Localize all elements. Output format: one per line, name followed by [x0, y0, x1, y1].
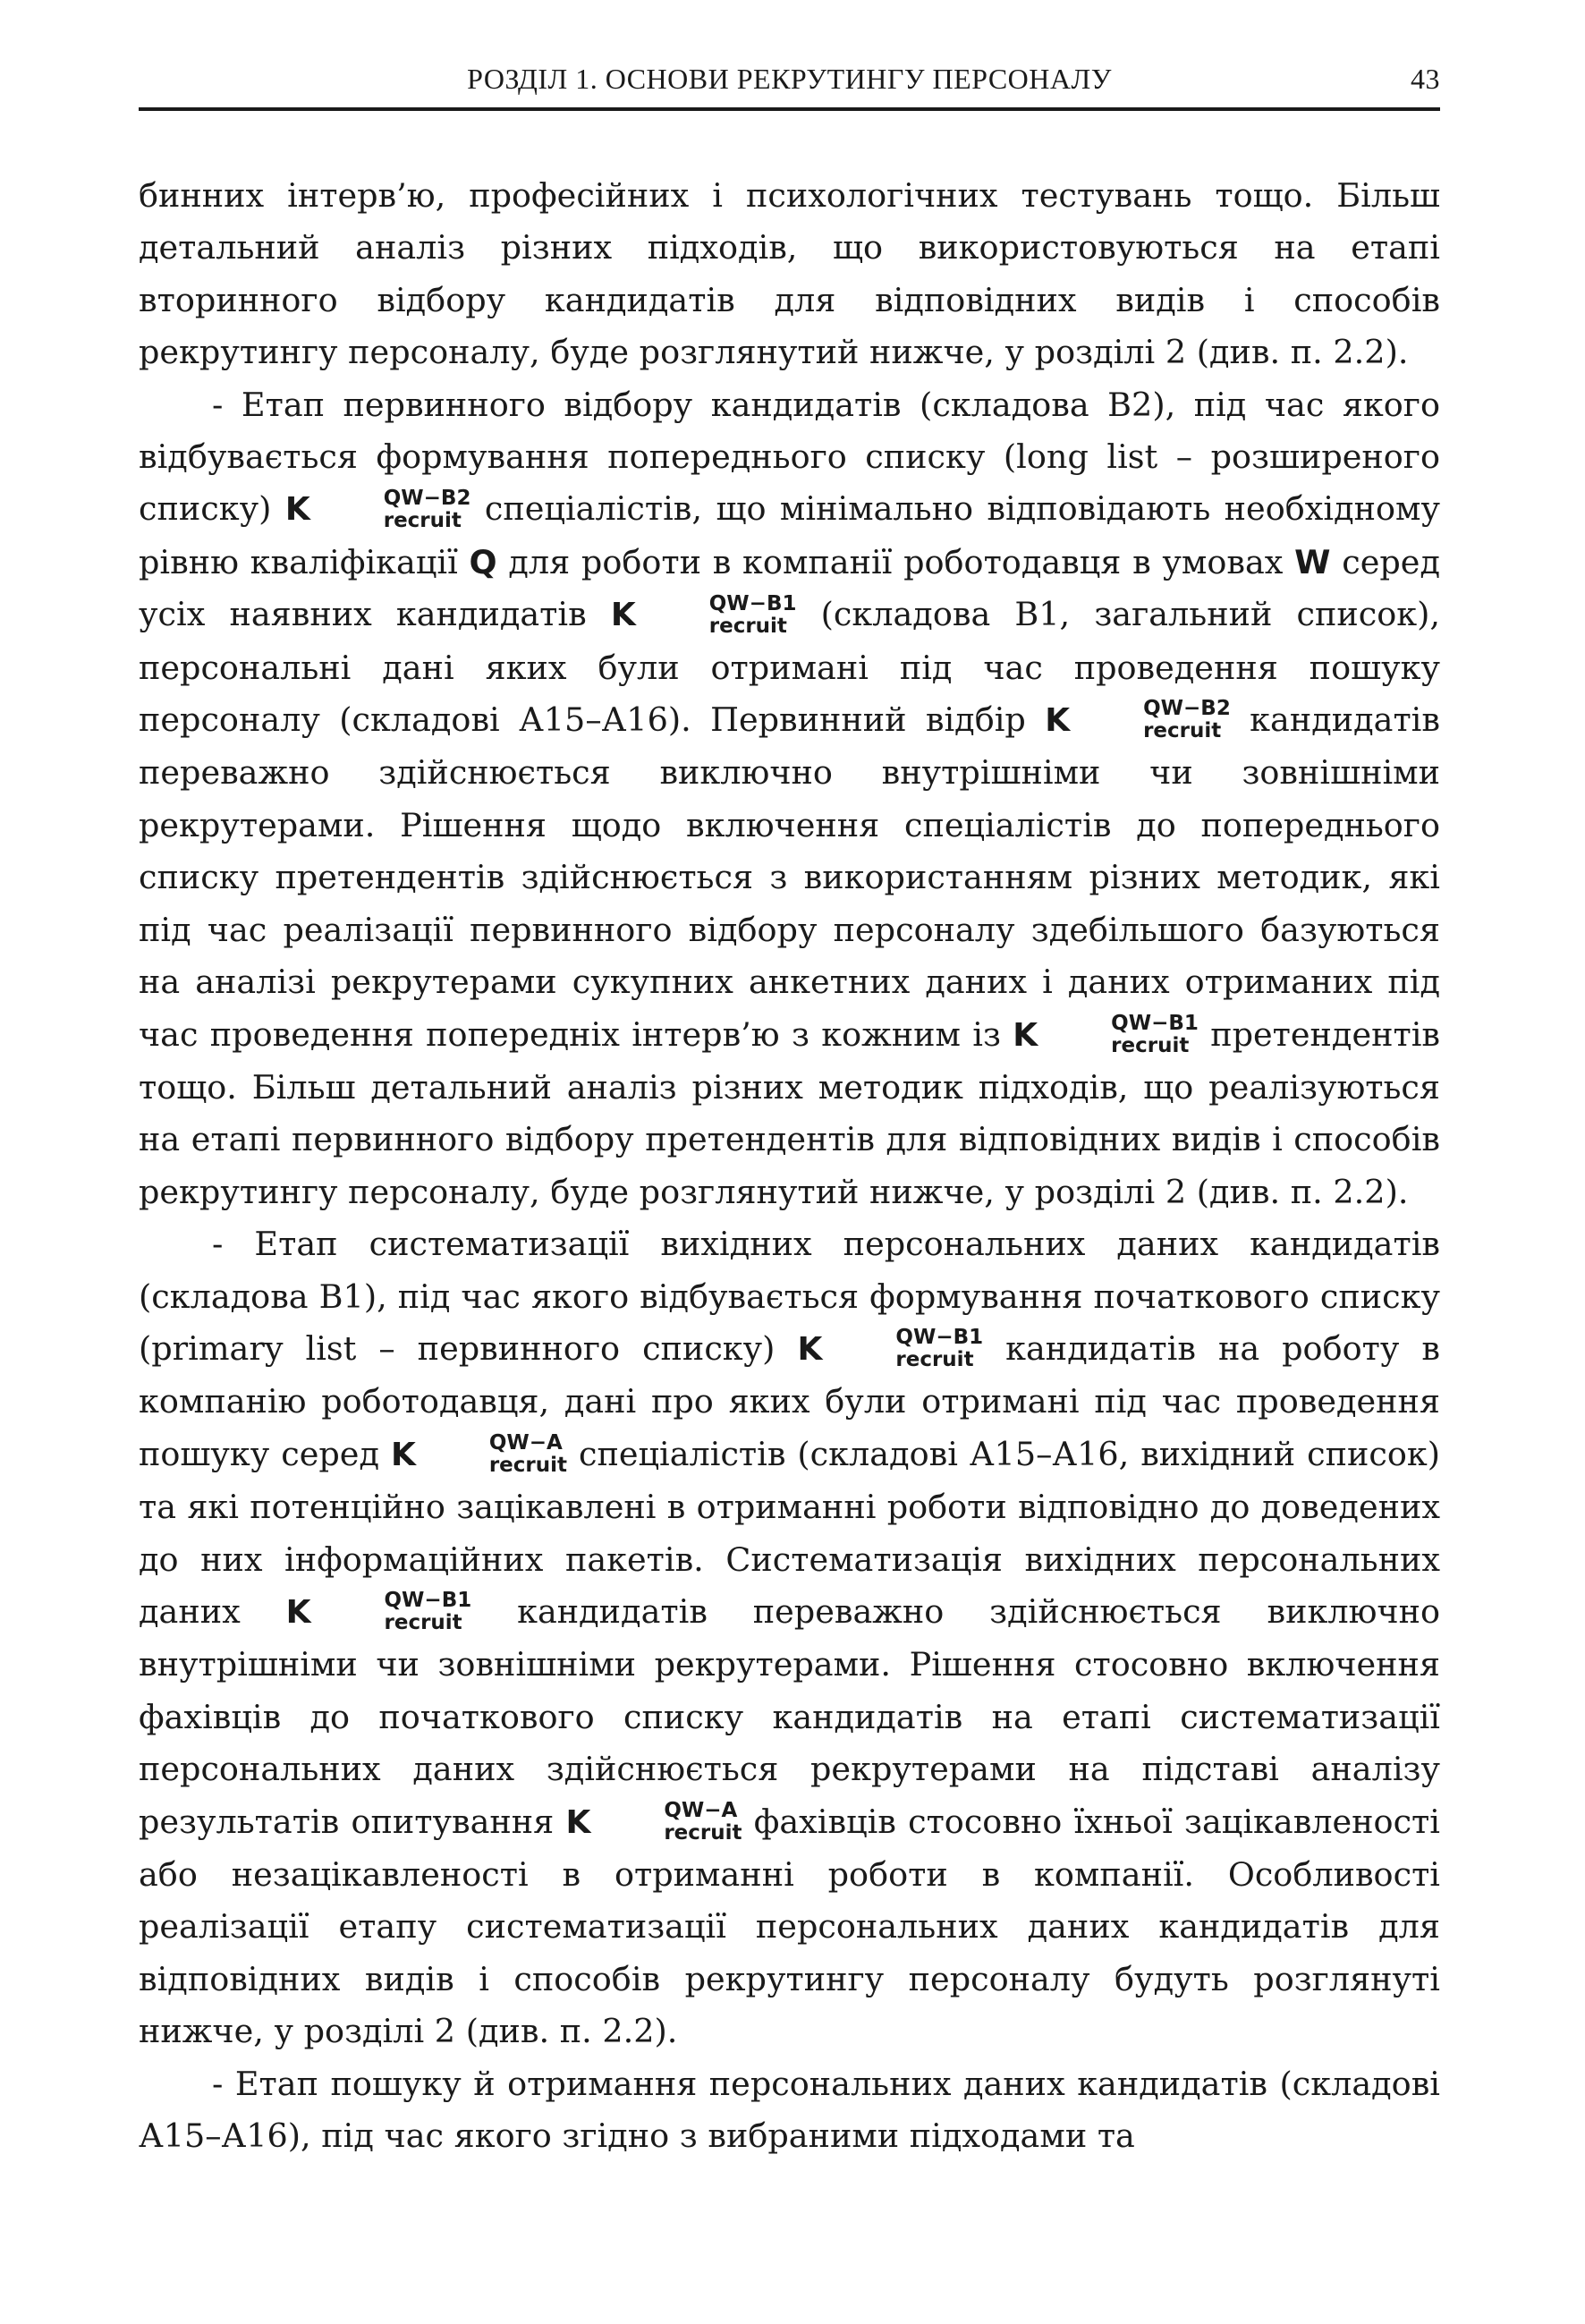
math-k-qw-b1: [610, 591, 797, 638]
math-k-qw-b1: [1013, 1011, 1199, 1057]
math-base: K: [285, 1593, 311, 1631]
math-q: Q: [469, 542, 497, 581]
math-superscript: QW−A: [664, 1798, 738, 1822]
math-subscript: recruit: [895, 1348, 974, 1372]
math-base: K: [284, 491, 310, 529]
math-superscript: QW−B2: [1143, 697, 1231, 721]
text-run: спеціалістів (складові А15–А16, вихідний список) та які потенційно зацікавлені в отриманні роботи відповідно до доведених до них інформаційних пакетів. Систематизація вихідних персональних даних: [139, 1434, 1440, 1631]
math-k-qw-a: [390, 1431, 568, 1478]
math-superscript: QW−B1: [895, 1326, 984, 1350]
text-run: - Етап систематизації вихідних персональних даних кандидатів (складова В1), під час якого відбувається формування початкового списку (primary list – первинного списку): [139, 1225, 1440, 1368]
math-k-qw-a: [565, 1798, 742, 1845]
text-run: кандидатів переважно здійснюється виключно внутрішніми чи зовнішніми рекрутерами. Рішення щодо включення спеціалістів до попереднього списку претендентів здійснюється з використанням різних методик, які під час реалізації первинного відбору персоналу здебільшого базуються на аналізі рекрутерами сукупних анкетних даних і даних отриманих під час проведення попередніх інтерв’ю з кожним із: [139, 700, 1440, 1054]
page-number: 43: [1411, 63, 1440, 95]
text-run: - Етап первинного відбору кандидатів (складова В2), під час якого відбувається формування попереднього списку (long list – розширеного списку): [139, 385, 1440, 529]
math-superscript: QW−A: [488, 1431, 563, 1455]
math-superscript: QW−B2: [383, 486, 471, 510]
body-text: [139, 170, 1440, 2162]
running-title: РОЗДІЛ 1. ОСНОВИ РЕКРУТИНГУ ПЕРСОНАЛУ: [467, 63, 1112, 95]
math-subscript: recruit: [384, 1611, 462, 1635]
page-header: [139, 55, 1440, 111]
math-k-qw-b2: [284, 486, 471, 532]
math-subscript: recruit: [1143, 719, 1222, 743]
math-subscript: recruit: [1111, 1033, 1190, 1057]
math-w: W: [1294, 542, 1331, 581]
math-base: K: [1013, 1016, 1038, 1054]
math-subscript: recruit: [488, 1454, 568, 1478]
text-run: серед усіх наявних кандидатів: [139, 542, 1440, 634]
math-k-qw-b2: [1045, 697, 1231, 743]
math-subscript: recruit: [664, 1820, 742, 1845]
text-run: фахівців стосовно їхньої зацікавленості або незацікавленості в отриманні роботи в компанії. Особливості реалізації етапу систематизації персональних даних кандидатів для відповідних видів і способів рекрутингу персоналу будуть розглянуті нижче, у розділі 2 (див. п. 2.2).: [139, 1802, 1440, 2051]
math-superscript: QW−B1: [708, 591, 797, 615]
paragraph: [139, 379, 1440, 1219]
math-subscript: recruit: [708, 614, 787, 638]
text-run: кандидатів переважно здійснюється виключно внутрішніми чи зовнішніми рекрутерами. Рішення стосовно включення фахівців до початкового списку кандидатів на етапі систематизації персональних даних здійснюється рекрутерами на підставі аналізу результатів опитування: [139, 1591, 1440, 1841]
paragraph: [139, 2058, 1440, 2163]
text-run: бинних інтерв’ю, професійних і психологічних тестувань тощо. Більш детальний аналіз різних підходів, що використовуються на етапі вторинного відбору кандидатів для відповідних видів і способів рекрутингу персоналу, буде розглянутий нижче, у розділі 2 (див. п. 2.2).: [139, 176, 1440, 372]
text-run: для роботи в компанії роботодавця в умовах: [508, 542, 1284, 581]
paragraph: [139, 170, 1440, 379]
math-base: K: [390, 1436, 416, 1473]
text-run: (складова В1, загальний список), персональні дані яких були отримані під час проведення пошуку персоналу (складові А15–А16). Первинний відбір: [139, 595, 1440, 740]
text-run: - Етап пошуку й отримання персональних даних кандидатів (складові А15–А16), під час якого згідно з вибраними підходами та: [139, 2064, 1440, 2156]
text-run: кандидатів на роботу в компанію роботодавця, дані про яких були отримані під час проведення пошуку серед: [139, 1328, 1440, 1473]
text-run: претендентів тощо. Більш детальний аналіз різних методик підходів, що реалізуються на етапі первинного відбору претендентів для відповідних видів і способів рекрутингу персоналу, буде розглянутий нижче, у розділі 2 (див. п. 2.2).: [139, 1014, 1440, 1211]
paragraph: [139, 1218, 1440, 2058]
math-subscript: recruit: [383, 508, 462, 532]
math-superscript: QW−B1: [384, 1589, 472, 1613]
math-base: K: [797, 1330, 823, 1368]
math-k-qw-b1: [797, 1326, 984, 1372]
math-k-qw-b1: [285, 1589, 472, 1635]
math-superscript: QW−B1: [1111, 1011, 1199, 1035]
text-run: спеціалістів, що мінімально відповідають необхідному рівню кваліфікації: [139, 489, 1440, 581]
math-base: K: [565, 1803, 591, 1841]
math-base: K: [1045, 702, 1071, 740]
math-base: K: [610, 597, 636, 634]
